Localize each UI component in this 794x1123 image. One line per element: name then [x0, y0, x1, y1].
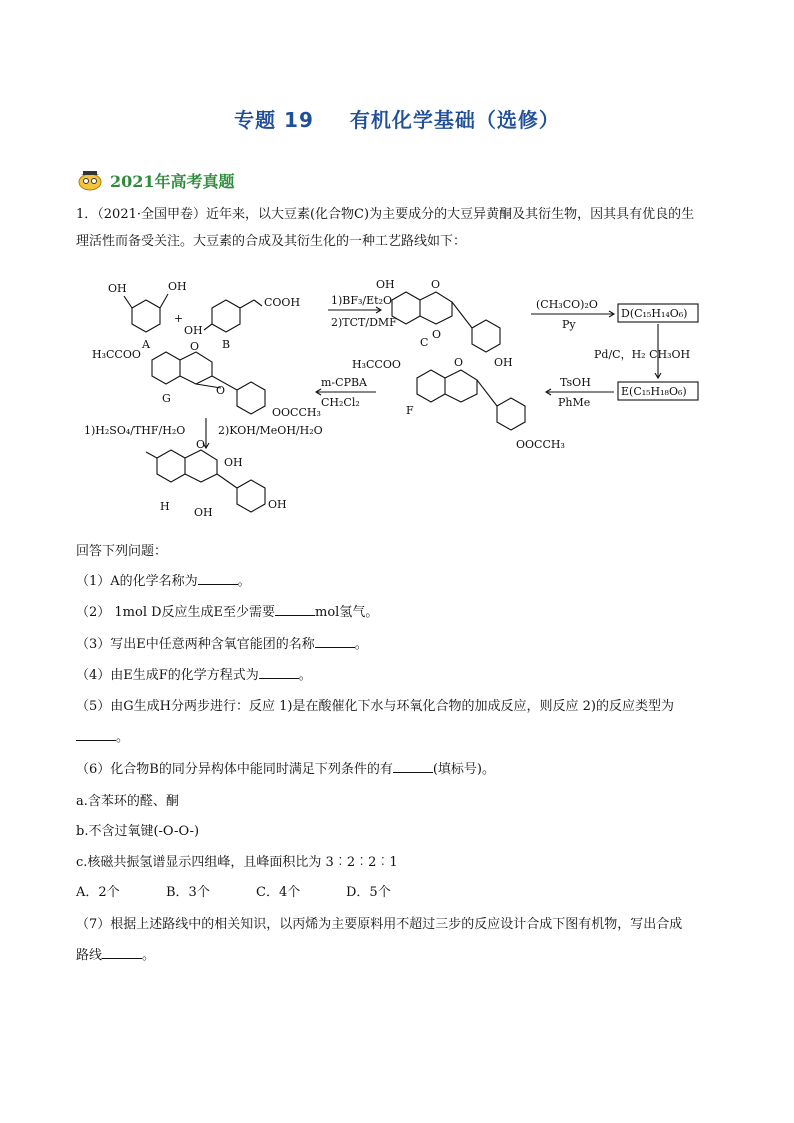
svg-text:Pd/C，H₂ CH₃OH: Pd/C，H₂ CH₃OH: [594, 348, 691, 361]
svg-text:OH: OH: [184, 324, 203, 337]
svg-text:OH: OH: [194, 506, 213, 519]
svg-text:OOCCH₃: OOCCH₃: [272, 406, 321, 419]
question-4: （4）由E生成F的化学方程式为 。: [76, 668, 312, 683]
svg-text:O: O: [216, 384, 226, 397]
question-7-cont: 路线 。: [76, 948, 156, 963]
question-1: （1）A的化学名称为 。: [76, 574, 251, 589]
condition-b: b.不含过氧键(-O-O-): [76, 824, 200, 839]
svg-text:2)TCT/DMF: 2)TCT/DMF: [331, 316, 397, 329]
svg-text:H: H: [160, 500, 170, 513]
option-b[interactable]: B．3个: [166, 885, 210, 900]
options: [76, 881, 436, 900]
mascot-icon: [76, 169, 104, 191]
svg-text:O: O: [190, 340, 200, 353]
answer-blank[interactable]: [102, 946, 142, 959]
svg-text:H₃CCOO: H₃CCOO: [352, 358, 401, 371]
page-title: 专题 19 有机化学基础（选修）: [234, 108, 560, 132]
svg-text:TsOH: TsOH: [560, 376, 591, 389]
question-6: （6）化合物B的同分异构体中能同时满足下列条件的有 (填标号)。: [76, 762, 495, 777]
option-a[interactable]: A．2个: [76, 885, 120, 900]
svg-text:1)BF₃/Et₂O: 1)BF₃/Et₂O: [331, 294, 392, 307]
question-intro: 1．（2021·全国甲卷）近年来，以大豆素(化合物C)为主要成分的大豆异黄酮及其衍生物，因其具有优良的生 理活性而备受关注。大豆素的合成及其衍生化的一种工艺路线如下：: [76, 207, 695, 249]
answer-blank[interactable]: [275, 603, 315, 616]
question-3: （3）写出E中任意两种含氧官能团的名称 。: [76, 637, 368, 652]
condition-c: c.核磁共振氢谱显示四组峰，且峰面积比为 3︰2︰2︰1: [76, 855, 398, 870]
svg-text:O: O: [454, 356, 464, 369]
svg-text:(CH₃CO)₂O: (CH₃CO)₂O: [536, 298, 598, 311]
section-title: 2021年高考真题: [110, 171, 235, 191]
condition-a: a.含苯环的醛、酮: [76, 794, 179, 809]
svg-text:OOCCH₃: OOCCH₃: [516, 438, 565, 451]
svg-text:PhMe: PhMe: [558, 396, 591, 409]
question-2: （2） 1mol D反应生成E至少需要 mol氢气。: [76, 605, 379, 620]
svg-text:OH: OH: [268, 498, 287, 511]
synthesis-scheme: [76, 270, 736, 530]
svg-text:2)KOH/MeOH/H₂O: 2)KOH/MeOH/H₂O: [218, 424, 323, 437]
svg-text:OH: OH: [108, 282, 127, 295]
svg-text:1)H₂SO₄/THF/H₂O: 1)H₂SO₄/THF/H₂O: [84, 424, 186, 437]
svg-text:OH: OH: [168, 280, 187, 293]
svg-text:+: +: [174, 312, 184, 325]
question-5-cont: 。: [76, 726, 129, 745]
svg-text:OH: OH: [224, 456, 243, 469]
prompt: 回答下列问题：: [76, 544, 168, 559]
svg-text:G: G: [162, 392, 171, 405]
svg-text:m-CPBA: m-CPBA: [321, 376, 367, 389]
svg-text:OH: OH: [376, 278, 395, 291]
option-c[interactable]: C．4个: [256, 885, 301, 900]
svg-text:O: O: [432, 328, 442, 341]
svg-text:E(C₁₅H₁₈O₆): E(C₁₅H₁₈O₆): [621, 385, 687, 398]
svg-text:Py: Py: [562, 318, 576, 331]
question-7: （7）根据上述路线中的相关知识，以丙烯为主要原料用不超过三步的反应设计合成下图有机物，写出合成: [76, 917, 683, 932]
svg-text:F: F: [406, 404, 414, 417]
section-header: [76, 168, 235, 192]
answer-blank[interactable]: [76, 728, 116, 741]
svg-text:O: O: [431, 278, 441, 291]
answer-blank[interactable]: [259, 666, 299, 679]
svg-text:O: O: [196, 438, 206, 451]
answer-blank[interactable]: [198, 572, 238, 585]
svg-text:OH: OH: [494, 356, 513, 369]
answer-blank[interactable]: [393, 760, 433, 773]
question-5: （5）由G生成H分两步进行：反应 1)是在酸催化下水与环氧化合物的加成反应，则反应 2)的反应类型为: [76, 699, 674, 714]
svg-text:C: C: [420, 336, 429, 349]
svg-text:A: A: [142, 338, 150, 351]
svg-text:CH₂Cl₂: CH₂Cl₂: [321, 396, 360, 409]
svg-text:D(C₁₅H₁₄O₆): D(C₁₅H₁₄O₆): [621, 307, 688, 320]
svg-text:B: B: [222, 338, 231, 351]
answer-blank[interactable]: [315, 635, 355, 648]
option-d[interactable]: D．5个: [346, 885, 391, 900]
svg-text:H₃CCOO: H₃CCOO: [92, 348, 141, 361]
svg-text:COOH: COOH: [264, 296, 301, 309]
